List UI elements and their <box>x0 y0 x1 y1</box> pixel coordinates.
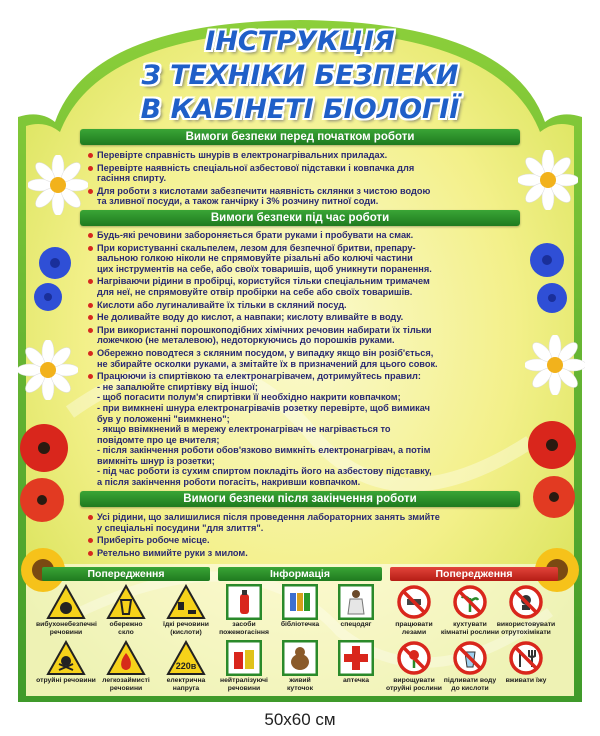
sign-voltage <box>156 640 216 692</box>
no-touch-plants-icon <box>452 584 488 620</box>
sign-library <box>270 584 330 629</box>
sign-caption: вирощувати отруйні рослини <box>386 677 442 692</box>
rule-item: При користуванні скальпелем, лезом для безпечної бритви, препару- вальною голкою ніколи не спрямовуйте різальні або колючі частини цих інструментів на себе, або своїх товаришів, щоб уникнути поранення. <box>88 243 514 275</box>
sign-no-eating <box>496 640 556 685</box>
poppy-right <box>520 415 585 530</box>
rule-item: При використанні порошкоподібних хімічних речовин набирати їх тільки ложечкою (не металевою), недоторкуючись до порошків руками. <box>88 325 514 346</box>
panel-heading-warnings-left: Попередження <box>42 567 210 581</box>
panel-heading-warnings-right: Попередження <box>390 567 558 581</box>
lab-coat-icon <box>338 584 374 620</box>
sign-flammable <box>96 640 156 692</box>
sign-no-water-to-acid <box>440 640 500 692</box>
sign-glass <box>96 584 156 636</box>
rule-item: Кислоти або лугиналивайте їх тільки в скляний посуд. <box>88 300 514 311</box>
sign-caption: вибухонебезпечні речовини <box>36 621 97 636</box>
sign-caption: електрична напруга <box>166 677 206 692</box>
sign-caption: бібліотечка <box>280 621 320 628</box>
rule-item: Перевірте наявність спеціальної азбестової підставки і ковпачка для гасіння спирту. <box>88 163 514 184</box>
rule-item: Нагріваючи рідини в пробірці, користуйся тільки спеціальним тримачем для неї, не спрямовуйте отвір пробірки на себе або своїх товаришів. <box>88 276 514 297</box>
sign-no-grow-poison-plants <box>384 640 444 692</box>
library-icon <box>282 584 318 620</box>
section-heading-after-work: Вимоги безпеки після закінчення роботи <box>80 491 520 507</box>
toxic-warning-icon <box>46 640 86 676</box>
daisy-left-top <box>28 155 88 220</box>
sign-caption: використовувати отрутохімікати <box>496 621 556 636</box>
sign-caption: їдкі речовини (кислоти) <box>163 621 209 636</box>
section-heading-during-work: Вимоги безпеки під час роботи <box>80 210 520 226</box>
sign-extinguisher <box>214 584 274 636</box>
voltage-warning-icon <box>166 640 206 676</box>
rules-before-work <box>88 150 514 209</box>
rule-item: Будь-які речовини забороняється брати руками і пробувати на смак. <box>88 230 514 241</box>
rule-item: Усі рідини, що залишилися після проведення лабораторних занять змийте у спеціальні посудини "для злиття". <box>88 512 514 533</box>
title-line-1: ІНСТРУКЦІЯ <box>205 26 395 57</box>
flammable-warning-icon <box>106 640 146 676</box>
sign-lab-coat <box>326 584 386 629</box>
rules-during-work <box>88 230 514 490</box>
sign-caption: підливати воду до кислоти <box>443 677 497 692</box>
sign-neutralizer <box>214 640 274 692</box>
sign-living-corner <box>270 640 330 692</box>
sign-caption: живий куточок <box>287 677 313 692</box>
rule-item: Перевірте справність шнурів в електронагрівальних приладах. <box>88 150 514 161</box>
rule-item: Обережно поводтеся з скляним посудом, у випадку якщо він розіб'ється, не збирайте осколки руками, а змітайте їх в призначений для цього совок. <box>88 348 514 369</box>
rule-item: Працюючи із спиртівкою та електронагрівачем, дотримуйтесь правил: - не запалюйте спиртівку від іншої; - щоб погасити полум'я спиртівки її необхідно накрити ковпачком; - при вимкнені шнура електронагрівачів розетку перевірте, щоб вимикач був у положенні "вимкнено"; - якщо ввімкнений в мережу електронагрівач не нагрівається то повідомте про це вчителя; - після закінчення роботи обов'язково вимкніть електронагрівач, а потім вимкніть шнур із розетки; - під час роботи із сухим спиртом покладіть його на азбестову підставку, а після закінчення роботи погасіть, накривши ковпачком. <box>88 371 514 488</box>
sign-caption: аптечка <box>343 677 369 684</box>
sign-corrosive <box>156 584 216 636</box>
sign-caption: отруйні речовини <box>36 677 96 684</box>
living-corner-icon <box>282 640 318 676</box>
poppy-left <box>12 420 77 535</box>
size-label: 50х60 см <box>264 710 336 729</box>
sign-caption: нейтралізуючі речовини <box>220 677 268 692</box>
sign-caption: легкозаймисті речовини <box>102 677 150 692</box>
cornflower-right <box>522 240 572 325</box>
cornflower-left <box>30 245 80 320</box>
rule-item: Приберіть робоче місце. <box>88 535 514 546</box>
sign-no-poison-use <box>496 584 556 636</box>
title-line-3: В КАБІНЕТІ БІОЛОГІЇ <box>140 94 460 125</box>
neutralizer-icon <box>226 640 262 676</box>
voltage-label: 220в <box>175 661 197 671</box>
section-heading-before-work: Вимоги безпеки перед початком роботи <box>80 129 520 145</box>
sign-caption: засоби пожежогасіння <box>219 621 269 636</box>
title-line-2: З ТЕХНІКИ БЕЗПЕКИ <box>141 60 459 91</box>
daisy-right-mid <box>525 335 585 400</box>
sign-explosive <box>36 584 96 636</box>
sign-caption: кухтувати кімнатні рослини <box>440 621 500 636</box>
rule-item: Для роботи з кислотами забезпечити наявність склянки з чистою водою та зливної посуди, а також ганчірку і 3% розчину питної соди. <box>88 186 514 207</box>
sign-caption: працювати лезами <box>395 621 433 636</box>
no-water-to-acid-icon <box>452 640 488 676</box>
corrosive-warning-icon <box>166 584 206 620</box>
sign-caption: вживати їжу <box>505 677 547 684</box>
rule-item: Ретельно вимийте руки з милом. <box>88 548 514 559</box>
sign-caption: обережно скло <box>109 621 143 636</box>
no-poison-use-icon <box>508 584 544 620</box>
rule-item: Не доливайте воду до кислот, а навпаки; кислоту вливайте в воду. <box>88 312 514 323</box>
panel-heading-information: Інформація <box>218 567 382 581</box>
daisy-right-top <box>518 150 578 215</box>
sign-caption: спецодяг <box>340 621 372 628</box>
first-aid-icon <box>338 640 374 676</box>
sign-first-aid <box>326 640 386 685</box>
sign-toxic <box>36 640 96 685</box>
glass-warning-icon <box>106 584 146 620</box>
explosive-warning-icon <box>46 584 86 620</box>
no-eating-icon <box>508 640 544 676</box>
rules-after-work <box>88 512 514 560</box>
sign-no-blade <box>384 584 444 636</box>
no-grow-poison-plants-icon <box>396 640 432 676</box>
sign-no-touch-plants <box>440 584 500 636</box>
no-blade-icon <box>396 584 432 620</box>
fire-extinguisher-icon <box>226 584 262 620</box>
daisy-left-mid <box>18 340 78 405</box>
